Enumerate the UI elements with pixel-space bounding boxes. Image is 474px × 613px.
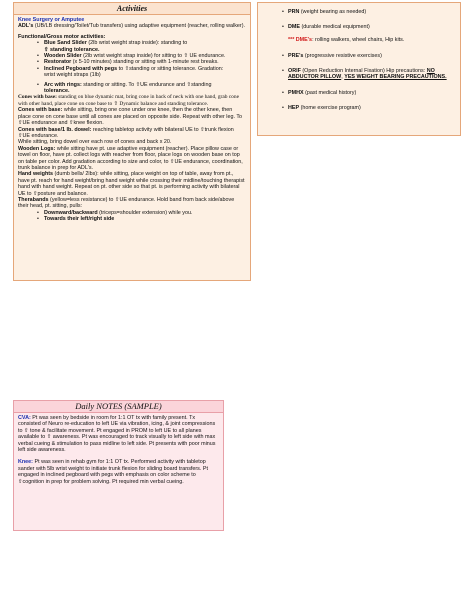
abbreviation-list (258, 3, 460, 112)
cva-note: CVA: Pt was seen by bedside in room for 1:1 OT tx with family present. Tx consisted of Neuro re-education to left UE via vibration, icing, & joint compressions to ⇧ tone & facilitate movement. Pt engaged in PROM to left UE to all planes available to ⇧ awareness. Pt was encouraged to track visually to left side with max verbal cueing & stimulation to pass midline to left side. Pt presents with poor minus left side awareness. (18, 415, 216, 454)
daily-notes-title: Daily NOTES (SAMPLE) (14, 401, 223, 413)
abbreviations-panel (257, 2, 461, 136)
list-item: • Towards their left/right side (44, 216, 246, 222)
abbr-prn: • PRN (weight bearing as needed) (288, 9, 456, 15)
abbr-orif: • ORIF (Open Reduction Internal Fixation) Hip precautions: NO ABDUCTOR PILLOW, YES WEIGHT BEARING PRECAUTIONS. (288, 68, 456, 81)
abbr-pres: • PRE's (progressive resistive exercises) (288, 53, 456, 59)
adl-paragraph: ADL's (UB/LB dressing/Toilet/Tub transfers) using adaptive equipment (reacher, rolling walker). (18, 23, 245, 30)
activities-title: Activities (14, 3, 250, 15)
activity-list (18, 40, 246, 94)
list-item: • Restorator (x 5-10 minutes) standing or sitting with 1-minute rest breaks. (44, 59, 246, 65)
list-item: • Arc with rings: standing or sitting. To ⇧UE endurance and ⇧standing tolerance. (44, 82, 246, 95)
list-item: • Inclined Pegboard with pegs to ⇧standing or sitting tolerance. Gradation: wrist weight straps (1lb) (44, 66, 246, 79)
abbr-dme: • DME (durable medical equipment) *** DME's: rolling walkers, wheel chairs, Hip kits. (288, 24, 456, 43)
pulls-list (18, 210, 246, 223)
abbr-hep: • HEP (home exercise program) (288, 105, 456, 111)
abbr-pmhx: • PMHX (past medical history) (288, 90, 456, 96)
list-item: • Downward/backward (triceps=shoulder extension) while you. (44, 210, 246, 216)
functional-heading: Functional/Gross motor activities: (18, 33, 106, 40)
cones-base2-paragraph: Cones with base: while sitting, bring one cone under one knee, then the other knee, then place cone on cone base until all cones are placed on opposite side. Repeat with other leg. To ⇧UE endurance and ⇧knee flexion. (18, 107, 243, 127)
section-title-knee-surgery: Knee Surgery or Amputee (18, 17, 85, 23)
activities-panel (13, 2, 251, 281)
hand-weights-paragraph: Hand weights (dumb bells/ 2lbs): while sitting, place weight on top of table, away from pt., have pt. reach for hand weight/bring hand weight while crossing their midline/touching therapist hand with hand weight. Repeat on pt. other side so that pt. is performing activity with bilateral UE to ⇧posture and balance. (18, 171, 245, 197)
cones-1lb-paragraph-2: While sitting, bring dowel over each row of cones and back x 20. (18, 139, 172, 146)
wooden-logs-paragraph: Wooden Logs: while sitting have pt. use adaptive equipment (reacher). Place pillow case or towel on floor, have pt. collect logs with reacher from floor, place logs on wooden base on top on table per color. Add gradation according to size and color, to ⇧UE endurance, coordination, trunk balance in prep for ADL's. (18, 145, 243, 171)
knee-note: Knee: Pt was seen in rehab gym for 1:1 OT tx. Performed activity with tabletop sander with 5lb wrist weight to initiate trunk flexion for sliding board transfers. Pt engaged in inclined pegboard with pegs with emphasis on color scheme to ⇧cognition in prep for problem solving. Pt required min verbal cueing. (18, 459, 208, 485)
cones-1lb-paragraph: Cones with base/1 lb. dowel: reaching tabletop activity with bilateral UE to ⇧trunk flexion ⇧UE endurance. (18, 126, 234, 139)
list-item: • Blue Sand Slider (2lb wrist weight strap inside): standing to ⇧ standing tolerance. (44, 40, 246, 53)
daily-notes-panel (13, 400, 224, 531)
cones-base-paragraph: Cones with base: standing on blue dynamic mat, bring cone in back of neck with one hand, grab cone with other hand, place cone on cone base to ⇧ Dynamic balance and standing tolerance. (18, 94, 239, 107)
list-item: • Wooden Slider (2lb wrist weight strap inside) for sitting to ⇧ UE endurance. (44, 53, 246, 59)
therabands-paragraph: Therabands (yellow=less resistance) to ⇧UE endurance. Hold band from back side/above their head, pt. sitting, pulls: (18, 196, 235, 210)
